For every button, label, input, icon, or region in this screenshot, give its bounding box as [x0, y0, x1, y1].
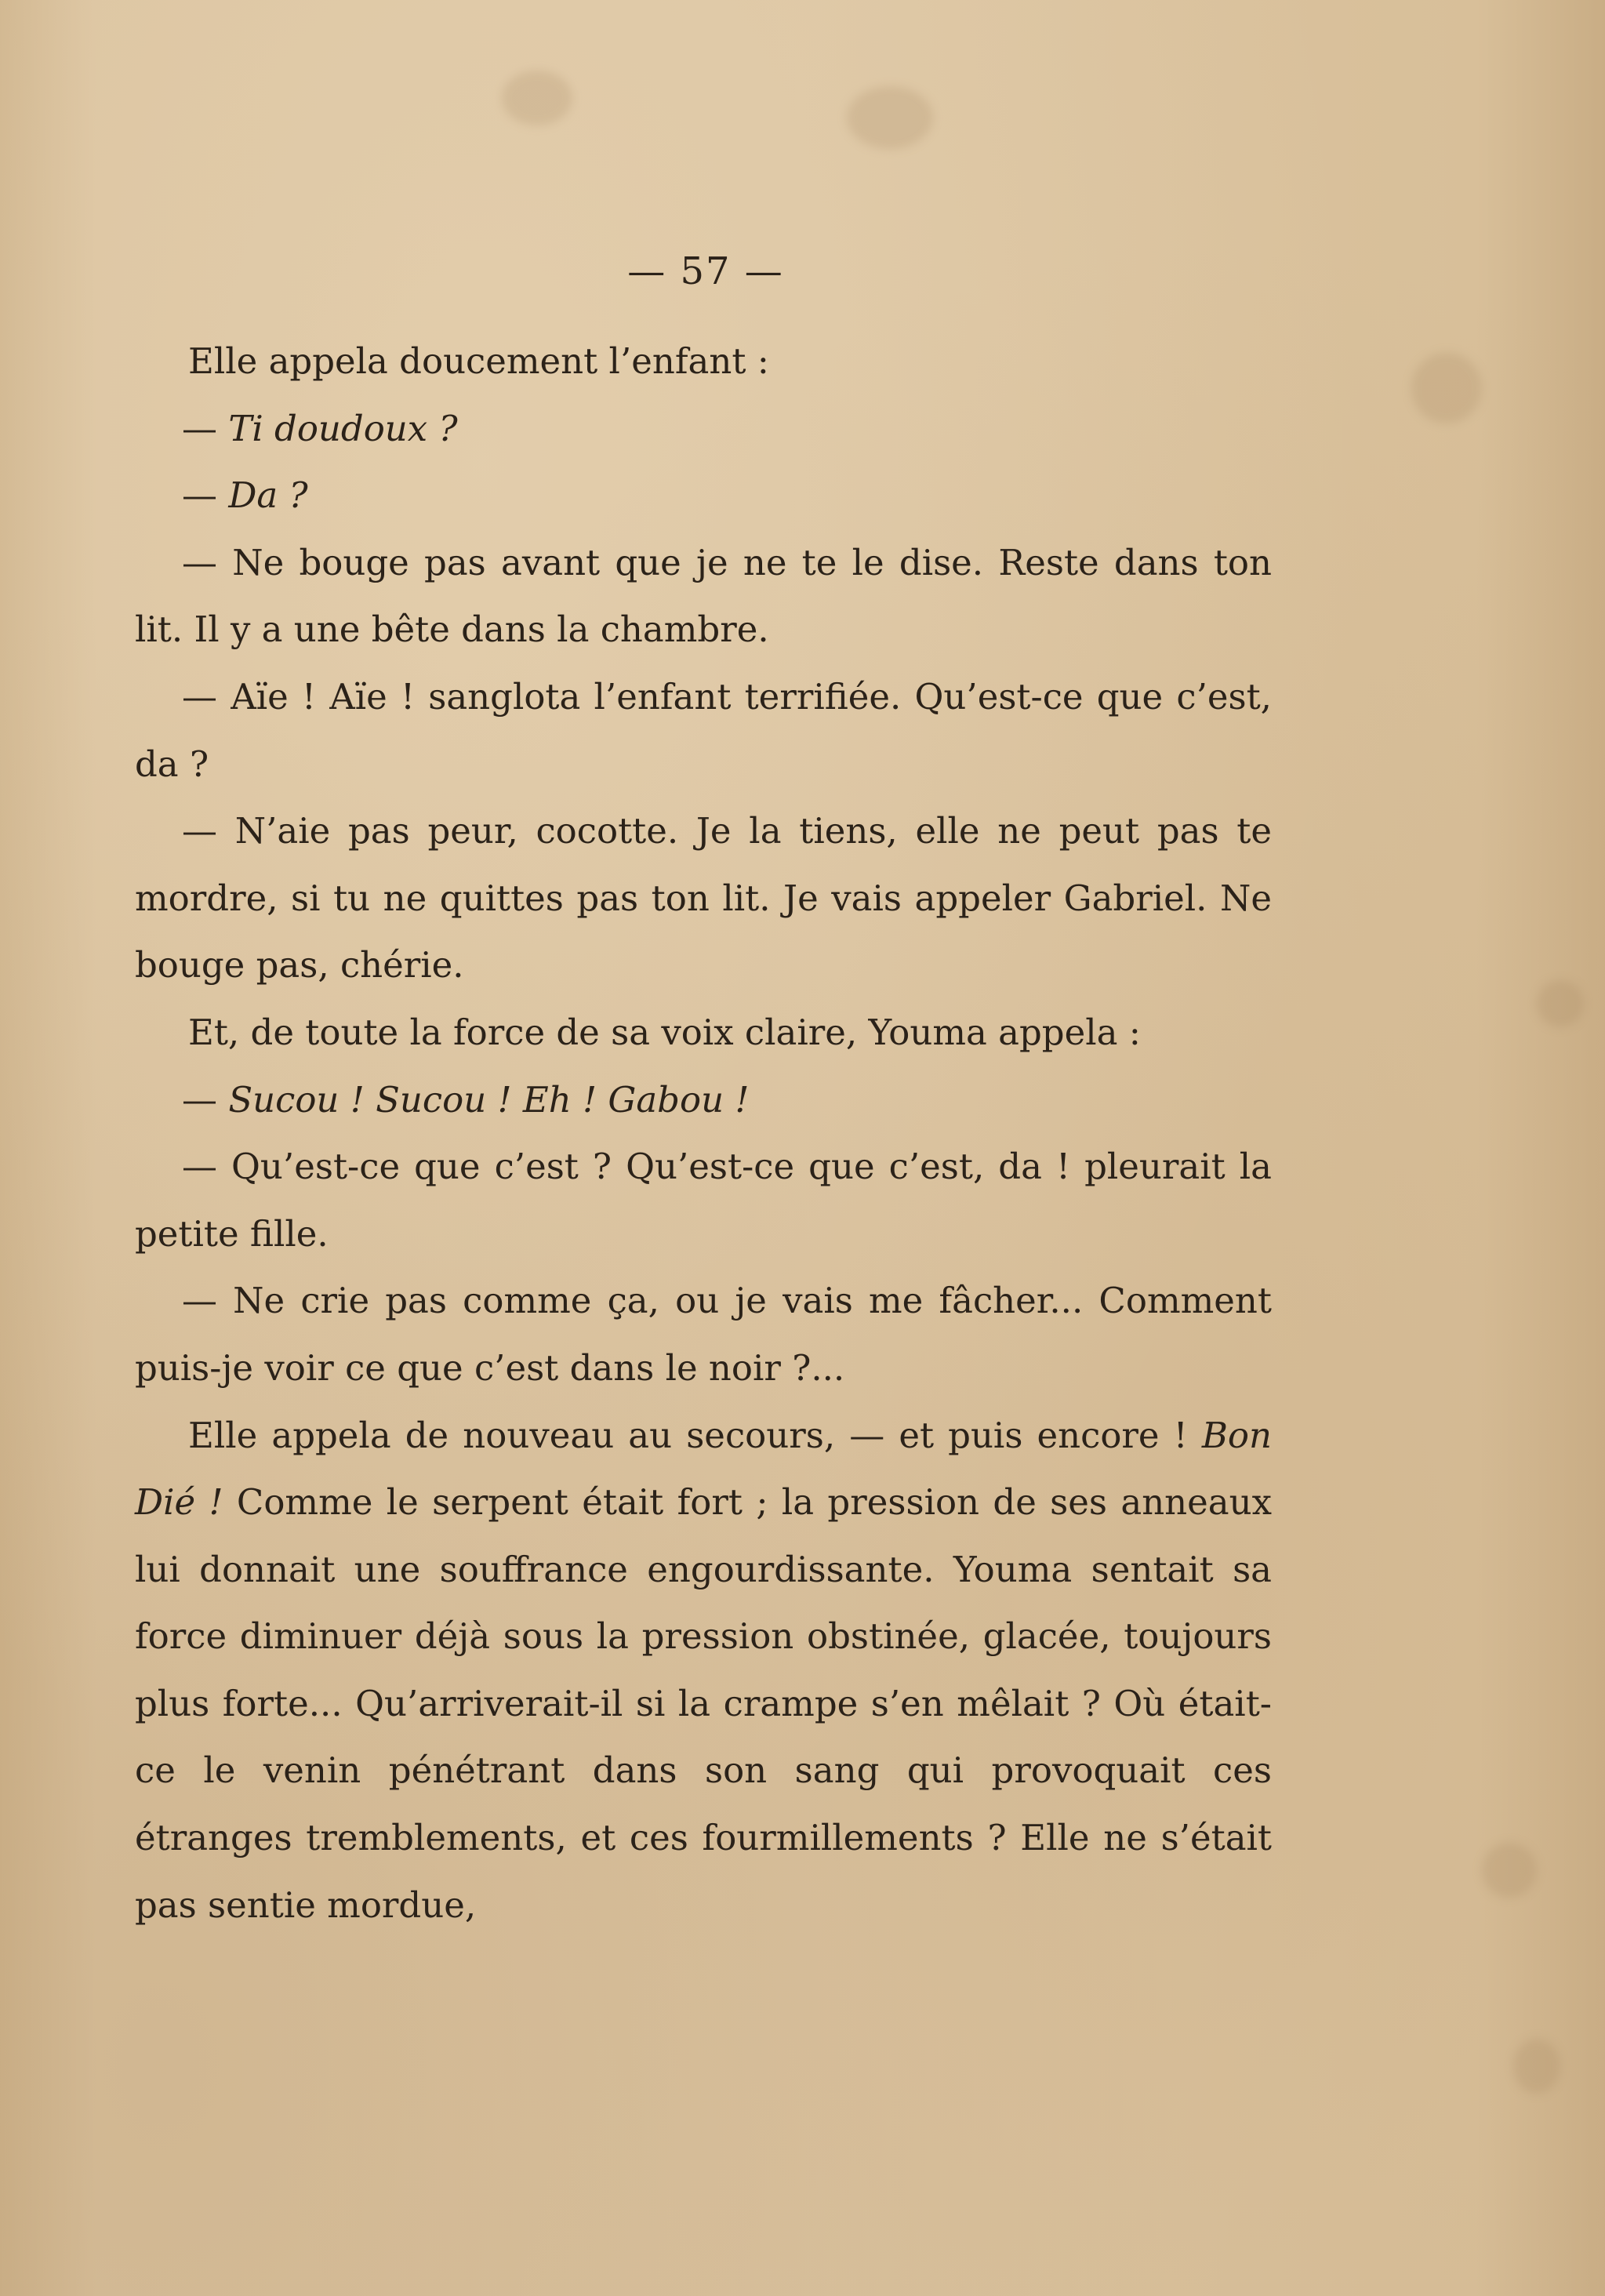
text-run: — — [182, 1078, 229, 1121]
paragraph — [135, 663, 1272, 797]
text-run: — — [182, 407, 229, 449]
foxing-spot — [1411, 353, 1482, 423]
text-run: — N’aie pas peur, cocotte. Je la tiens, elle ne peut pas te mordre, si tu ne quittes pas ton lit. Je vais appeler Gabriel. Ne bouge pas, chérie. — [135, 810, 1272, 986]
foxing-spot — [1537, 980, 1584, 1027]
text-run: Et, de toute la force de sa voix claire, Youma appela : — [188, 1011, 1141, 1053]
paragraph — [135, 999, 1272, 1066]
body-text — [135, 328, 1272, 1938]
italic-phrase: Bon Dié ! — [135, 1414, 1272, 1524]
page-number: — 57 — — [627, 249, 784, 293]
text-run: — — [182, 474, 229, 517]
text-run: — Ne bouge pas avant que je ne te le dise. Reste dans ton lit. Il y a une bête dans la chambre. — [135, 541, 1272, 651]
foxing-spot — [1482, 1843, 1537, 1898]
paragraph — [135, 1402, 1272, 1939]
paragraph — [135, 1267, 1272, 1401]
text-run: — Aïe ! Aïe ! sanglota l’enfant terrifiée. Qu’est-ce que c’est, da ? — [135, 675, 1272, 785]
paragraph — [135, 529, 1272, 663]
paragraph — [135, 395, 1272, 463]
paragraph — [135, 328, 1272, 395]
italic-phrase: Da ? — [228, 474, 308, 517]
foxing-spot — [847, 86, 933, 149]
paragraph — [135, 462, 1272, 529]
paragraph — [135, 1066, 1272, 1134]
foxing-spot — [502, 71, 572, 125]
foxing-spot — [1513, 2039, 1560, 2094]
paragraph — [135, 797, 1272, 999]
paragraph — [135, 1133, 1272, 1267]
text-run: Comme le serpent était fort ; la pression de ses anneaux lui donnait une souffrance engourdissante. Youma sentait sa force diminuer déjà sous la pression obstinée, glacée, toujours plus forte... Qu’arriverait-il si la crampe s’en mêlait ? Où était-ce le venin pénétrant dans son sang qui provoquait ces étranges tremblements, et ces fourmillements ? Elle ne s’était pas sentie mordue, — [135, 1481, 1272, 1926]
text-run: — Ne crie pas comme ça, ou je vais me fâcher... Comment puis-je voir ce que c’est dans le noir ?... — [135, 1280, 1272, 1389]
text-run: — Qu’est-ce que c’est ? Qu’est-ce que c’est, da ! pleurait la petite fille. — [135, 1146, 1272, 1255]
italic-phrase: Ti doudoux ? — [228, 407, 458, 449]
italic-phrase: Sucou ! Sucou ! Eh ! Gabou ! — [228, 1078, 750, 1121]
text-run: Elle appela de nouveau au secours, — et puis encore ! — [188, 1414, 1202, 1456]
text-run: Elle appela doucement l’enfant : — [188, 340, 769, 382]
